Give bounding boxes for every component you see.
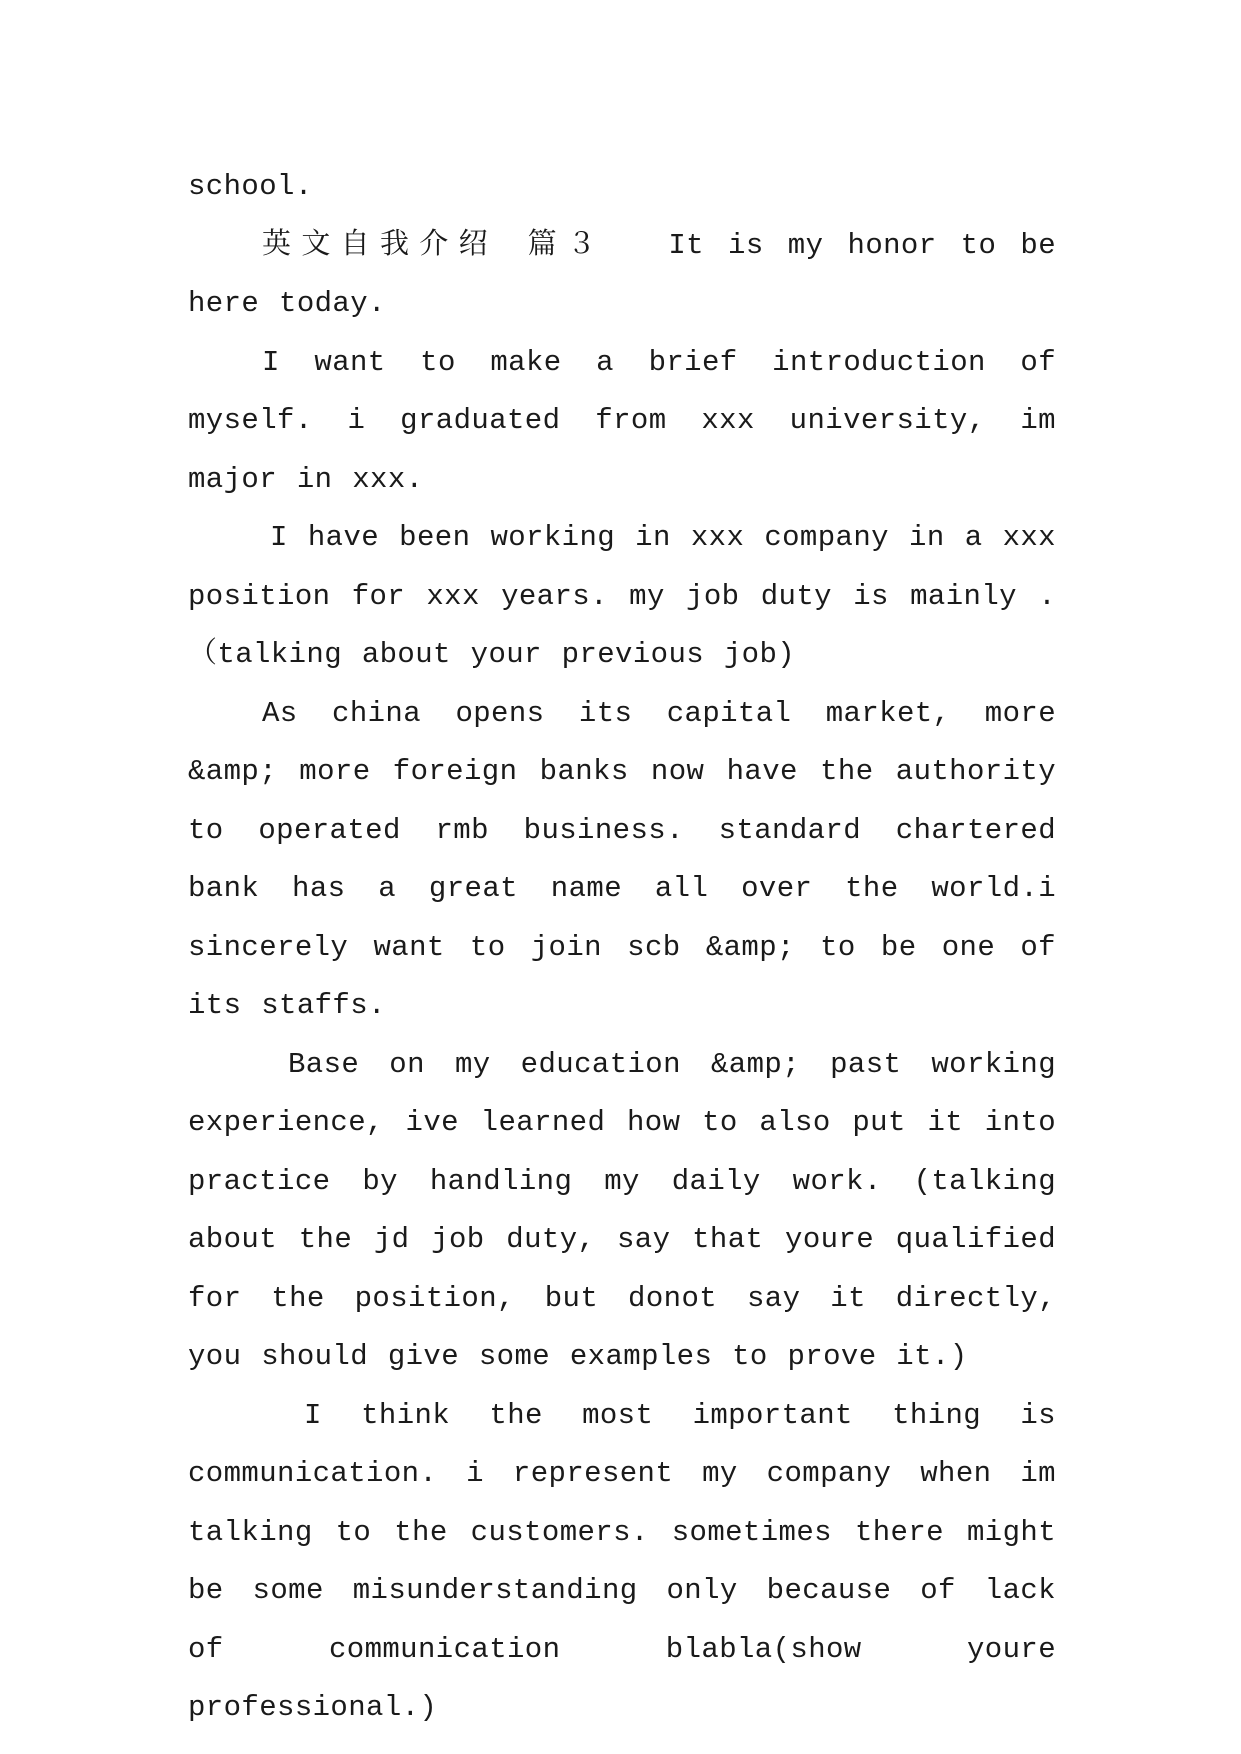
paragraph-experience: Base on my education &amp; past working experience, ive learned how to also put it into practice by handling my daily work. (talking about the jd job duty, say that youre qualified for the position, but donot say it directly, you should give some examples to prove it.) [188, 1047, 1056, 1373]
paragraph-text: It is my honor to be here today. [188, 228, 1057, 320]
paragraph-introduction: I want to make a brief introduction of myself. i graduated from xxx university, im major in xxx. [188, 345, 1056, 496]
paragraph-continuation: school. [188, 170, 313, 203]
paragraph-work-history: I have been working in xxx company in a xxx position for xxx years. my job duty is mainly . （talking about your previous job) [188, 521, 1056, 671]
paragraph-communication: I think the most important thing is communication. i represent my company when im talking to the customers. sometimes there might be some misunderstanding only because of lack of communication blabla(show youre professional.) [188, 1398, 1056, 1724]
document-body [188, 158, 1056, 1738]
section-heading: 英文自我介绍 篇３ [262, 228, 607, 262]
paragraph-section-heading [188, 217, 1056, 334]
paragraph-motivation: As china opens its capital market, more &amp; more foreign banks now have the authority to operated rmb business. standard chartered bank has a great name all over the world.i sincerely want to join scb &amp; to be one of its staffs. [188, 696, 1056, 1022]
